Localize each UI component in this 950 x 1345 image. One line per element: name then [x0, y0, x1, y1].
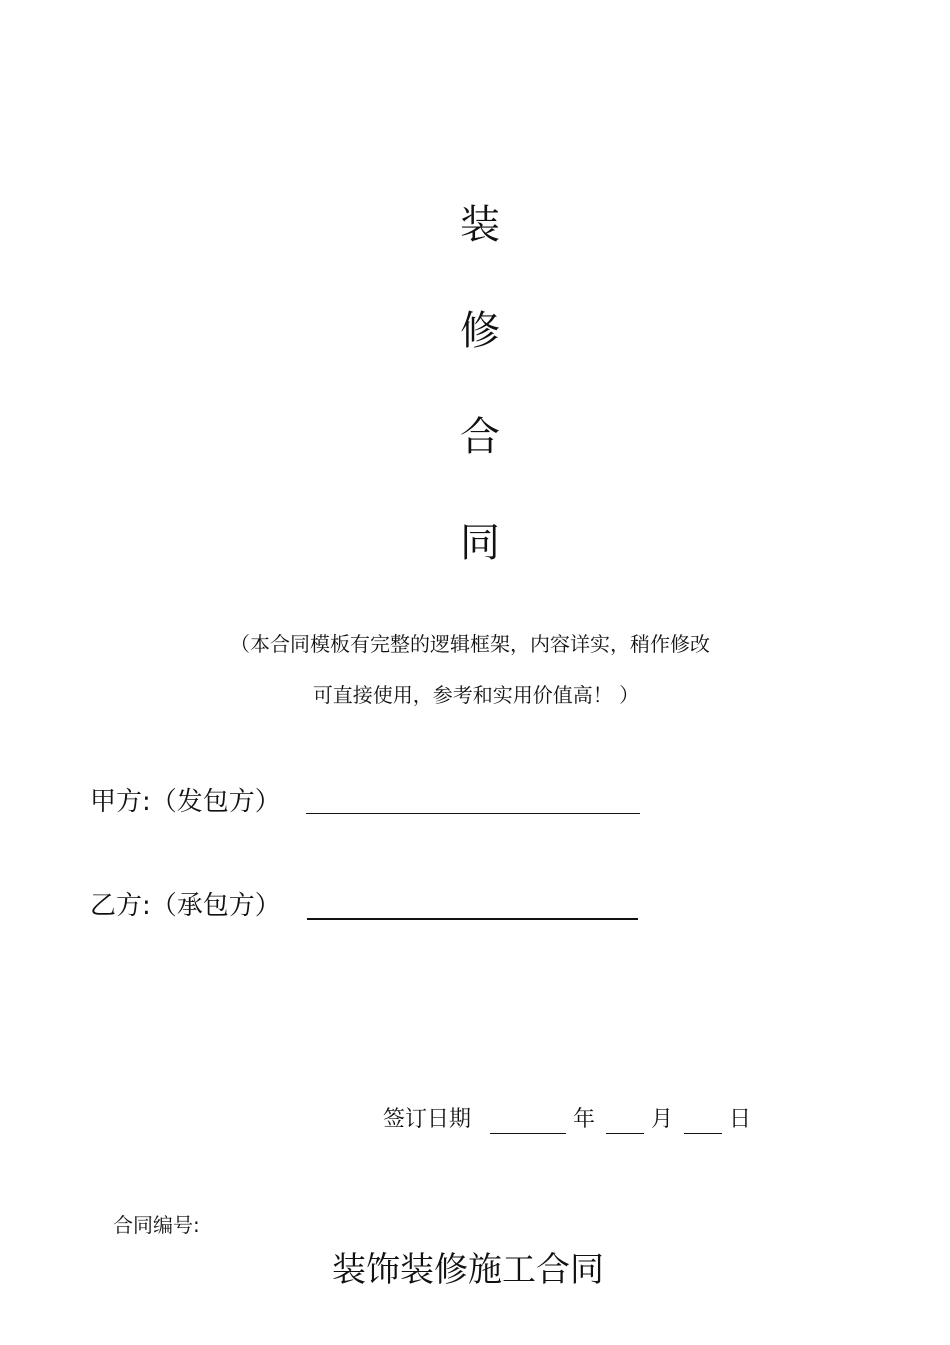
day-label: 日	[729, 1107, 752, 1132]
contract-number-label: 合同编号:	[113, 1213, 200, 1237]
year-label: 年	[573, 1107, 596, 1132]
title-char-3: 合	[460, 414, 500, 460]
party-b-label: 乙方:（承包方）	[90, 891, 281, 921]
signing-date-label: 签订日期	[383, 1107, 472, 1132]
month-label: 月	[651, 1107, 674, 1132]
party-a-blank	[306, 793, 640, 814]
day-blank	[684, 1111, 722, 1134]
template-note-line-2: 可直接使用，参考和实用价值高！ ）	[312, 683, 640, 707]
template-note-line-1: （本合同模板有完整的逻辑框架，内容详实，稍作修改	[230, 632, 710, 656]
party-b-blank	[307, 897, 638, 920]
title-char-4: 同	[460, 520, 500, 566]
contract-subtitle: 装饰装修施工合同	[332, 1250, 604, 1290]
signing-date-row	[383, 1106, 751, 1134]
year-blank	[490, 1111, 566, 1134]
month-blank	[606, 1111, 644, 1134]
title-char-1: 装	[460, 202, 500, 248]
party-a-label: 甲方:（发包方）	[90, 787, 281, 817]
title-char-2: 修	[460, 308, 500, 354]
